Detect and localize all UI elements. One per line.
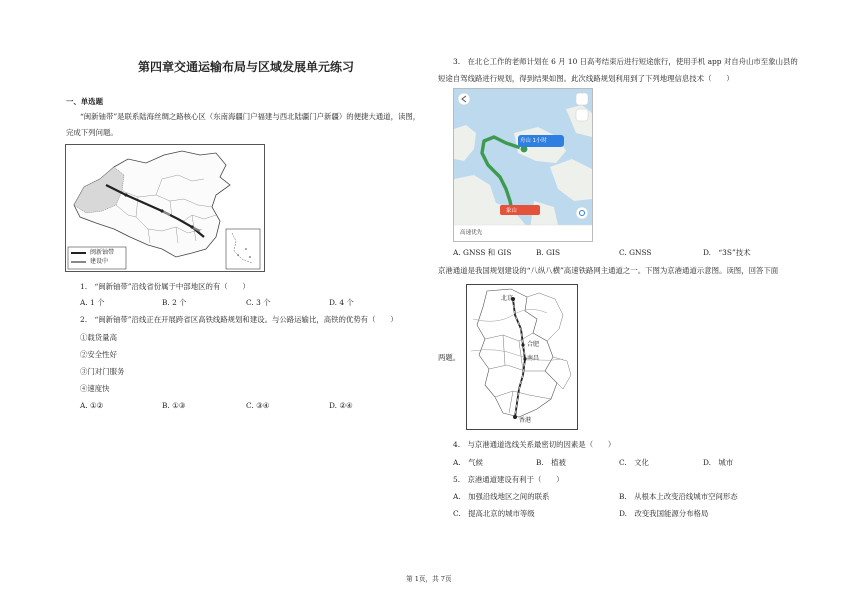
section-heading: 一、单选题 [66, 97, 103, 106]
jinggang-map-svg [467, 285, 577, 429]
legend-belt: 闽新铀带 [90, 249, 115, 256]
q1-option-a[interactable]: A. 1 个 [80, 298, 105, 307]
q5-option-c[interactable]: C. 提高北京的城市等级 [453, 509, 535, 518]
q4-option-b[interactable]: B. 植被 [536, 458, 566, 467]
q1-option-d[interactable]: D. 4 个 [329, 298, 354, 307]
map-destination-label: 象山 [506, 208, 517, 214]
jinggang-intro: 京港通道是我国规划建设的“八纵八横”高速铁路网主通道之一。下图为京港通道示意图。读图，回答下面 [438, 266, 779, 275]
q4-option-d[interactable]: D. 城市 [703, 458, 734, 467]
q4-stem: 4. 与京港通道选线关系最密切的因素是（ ） [453, 440, 616, 449]
q2-item-3: ③门对门服务 [80, 367, 125, 376]
q2-option-c[interactable]: C. ③④ [246, 401, 270, 410]
q4-option-c[interactable]: C. 文化 [619, 458, 649, 467]
q1-option-c[interactable]: C. 3 个 [246, 298, 271, 307]
q5-stem: 5. 京港通道建设有利于（ ） [453, 475, 564, 484]
q3-option-a[interactable]: A. GNSS 和 GIS [453, 248, 512, 257]
jinggang-intro-tail: 两题。 [438, 353, 461, 362]
q1-stem: 1. “闽新铀带”沿线省份属于中部地区的有（ ） [80, 282, 250, 291]
china-map-figure [65, 144, 265, 272]
intro-line-1: “闽新铀带”是联系陆海丝绸之路核心区（东南海疆门户福建与西北陆疆门户新疆）的便捷大通道，读图， [80, 112, 421, 121]
back-icon[interactable] [458, 93, 470, 105]
page-footer: 第 1页，共 7页 [406, 575, 452, 583]
label-hongkong: 香港 [519, 417, 532, 424]
legend-under-construction: 建设中 [90, 258, 109, 265]
q3-stem-line-2: 短途自驾线路进行规划，得到结果如图。此次线路规划利用到了下列地理信息技术（ ） [438, 74, 734, 83]
q2-item-4: ④速度快 [80, 384, 110, 393]
locate-icon[interactable] [576, 207, 588, 219]
label-hefei: 合肥 [527, 341, 540, 348]
q5-option-d[interactable]: D. 改变我国能源分布格局 [619, 509, 709, 518]
q1-option-b[interactable]: B. 2 个 [162, 298, 187, 307]
q2-item-1: ①载货量高 [80, 333, 117, 342]
q3-option-c[interactable]: C. GNSS [619, 248, 652, 257]
jinggang-map-figure [466, 284, 578, 430]
label-nanchang: 南昌 [527, 355, 540, 362]
page-title: 第四章交通运输布局与区域发展单元练习 [138, 60, 355, 74]
map-route-bubble: 舟山 1小时 [520, 138, 547, 144]
q2-stem: 2. “闽新铀带”沿线正在开展跨省区高铁线路规划和建设。与公路运输比，高铁的优势有（ ） [80, 315, 398, 324]
q2-item-2: ②安全性好 [80, 350, 117, 359]
navigation-map-figure [453, 88, 593, 242]
q2-option-a[interactable]: A. ①② [80, 401, 104, 410]
q3-option-b[interactable]: B. GIS [536, 248, 561, 257]
q2-option-b[interactable]: B. ①③ [162, 401, 186, 410]
q4-option-a[interactable]: A. 气候 [453, 458, 483, 467]
map-route-preference[interactable]: 高速优先 [460, 230, 483, 236]
q5-option-b[interactable]: B. 从根本上改变沿线城市空间形态 [619, 492, 738, 501]
q3-stem-line-1: 3. 在北仑工作的老师计划在 6 月 10 日高考结束后进行短途旅行，使用手机 app 对自舟山市至象山县的 [453, 57, 798, 66]
navigation-map-svg [454, 89, 592, 241]
q2-option-d[interactable]: D. ②④ [329, 401, 353, 410]
layers-icon[interactable] [576, 93, 588, 105]
intro-line-2: 完成下列问题。 [66, 128, 118, 137]
traffic-icon[interactable] [576, 109, 588, 121]
label-beijing: 北京 [501, 295, 514, 302]
q5-option-a[interactable]: A. 加强沿线地区之间的联系 [453, 492, 550, 501]
q3-option-d[interactable]: D. “3S”技术 [703, 248, 751, 257]
